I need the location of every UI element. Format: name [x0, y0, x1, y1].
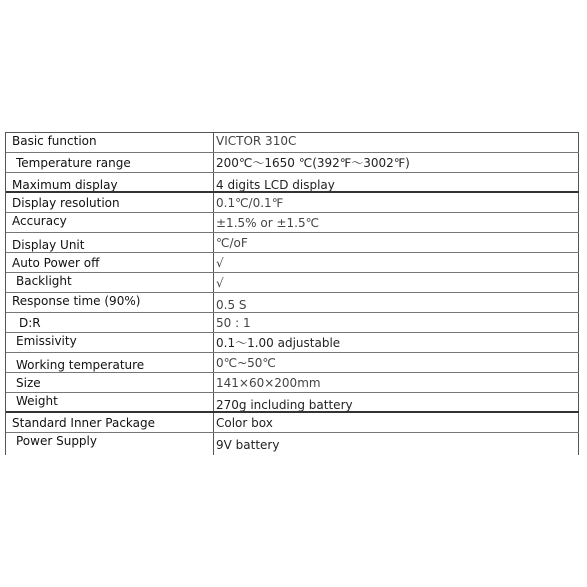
row-label: Backlight [6, 273, 214, 292]
table-row [6, 213, 579, 233]
spec-table [5, 132, 579, 455]
table-row [6, 393, 579, 413]
row-value: 9V battery [214, 433, 579, 455]
row-value: 0.1～1.00 adjustable [214, 333, 579, 352]
row-label: Display Unit [6, 233, 214, 252]
row-label: Weight [6, 393, 214, 411]
row-value: 50 : 1 [214, 313, 579, 332]
row-label: Basic function [6, 133, 214, 152]
row-label: Standard Inner Package [6, 413, 214, 432]
row-label: Auto Power off [6, 253, 214, 272]
row-label: Response time (90%) [6, 293, 214, 312]
row-value: √ [214, 273, 579, 292]
table-row [6, 153, 579, 173]
row-value: 200℃～1650 ℃(392℉～3002℉) [214, 153, 579, 172]
table-row [6, 413, 579, 433]
row-value: √ [214, 253, 579, 272]
table-row [6, 233, 579, 253]
row-value: ℃/oF [214, 233, 579, 252]
row-value: 0.5 S [214, 293, 579, 312]
table-row [6, 293, 579, 313]
row-label: Temperature range [6, 153, 214, 172]
table-row [6, 133, 579, 153]
row-value: 4 digits LCD display [214, 173, 579, 191]
row-label: Emissivity [6, 333, 214, 352]
row-value: 270g including battery [214, 393, 579, 411]
row-label: D:R [6, 313, 214, 332]
row-label: Power Supply [6, 433, 214, 455]
table-row [6, 173, 579, 193]
row-label: Size [6, 373, 214, 392]
table-row [6, 273, 579, 293]
table-row [6, 193, 579, 213]
row-label: Maximum display [6, 173, 214, 191]
row-value: 0.1℃/0.1℉ [214, 193, 579, 212]
table-row [6, 433, 579, 455]
table-row [6, 373, 579, 393]
table-row [6, 353, 579, 373]
row-value: 0℃~50℃ [214, 353, 579, 372]
table-row [6, 333, 579, 353]
row-value: ±1.5% or ±1.5℃ [214, 213, 579, 232]
table-row [6, 253, 579, 273]
row-value: Color box [214, 413, 579, 432]
row-label: Display resolution [6, 193, 214, 212]
table-row [6, 313, 579, 333]
row-value: 141×60×200mm [214, 373, 579, 392]
row-label: Working temperature [6, 353, 214, 372]
row-value: VICTOR 310C [214, 133, 579, 152]
row-label: Accuracy [6, 213, 214, 232]
